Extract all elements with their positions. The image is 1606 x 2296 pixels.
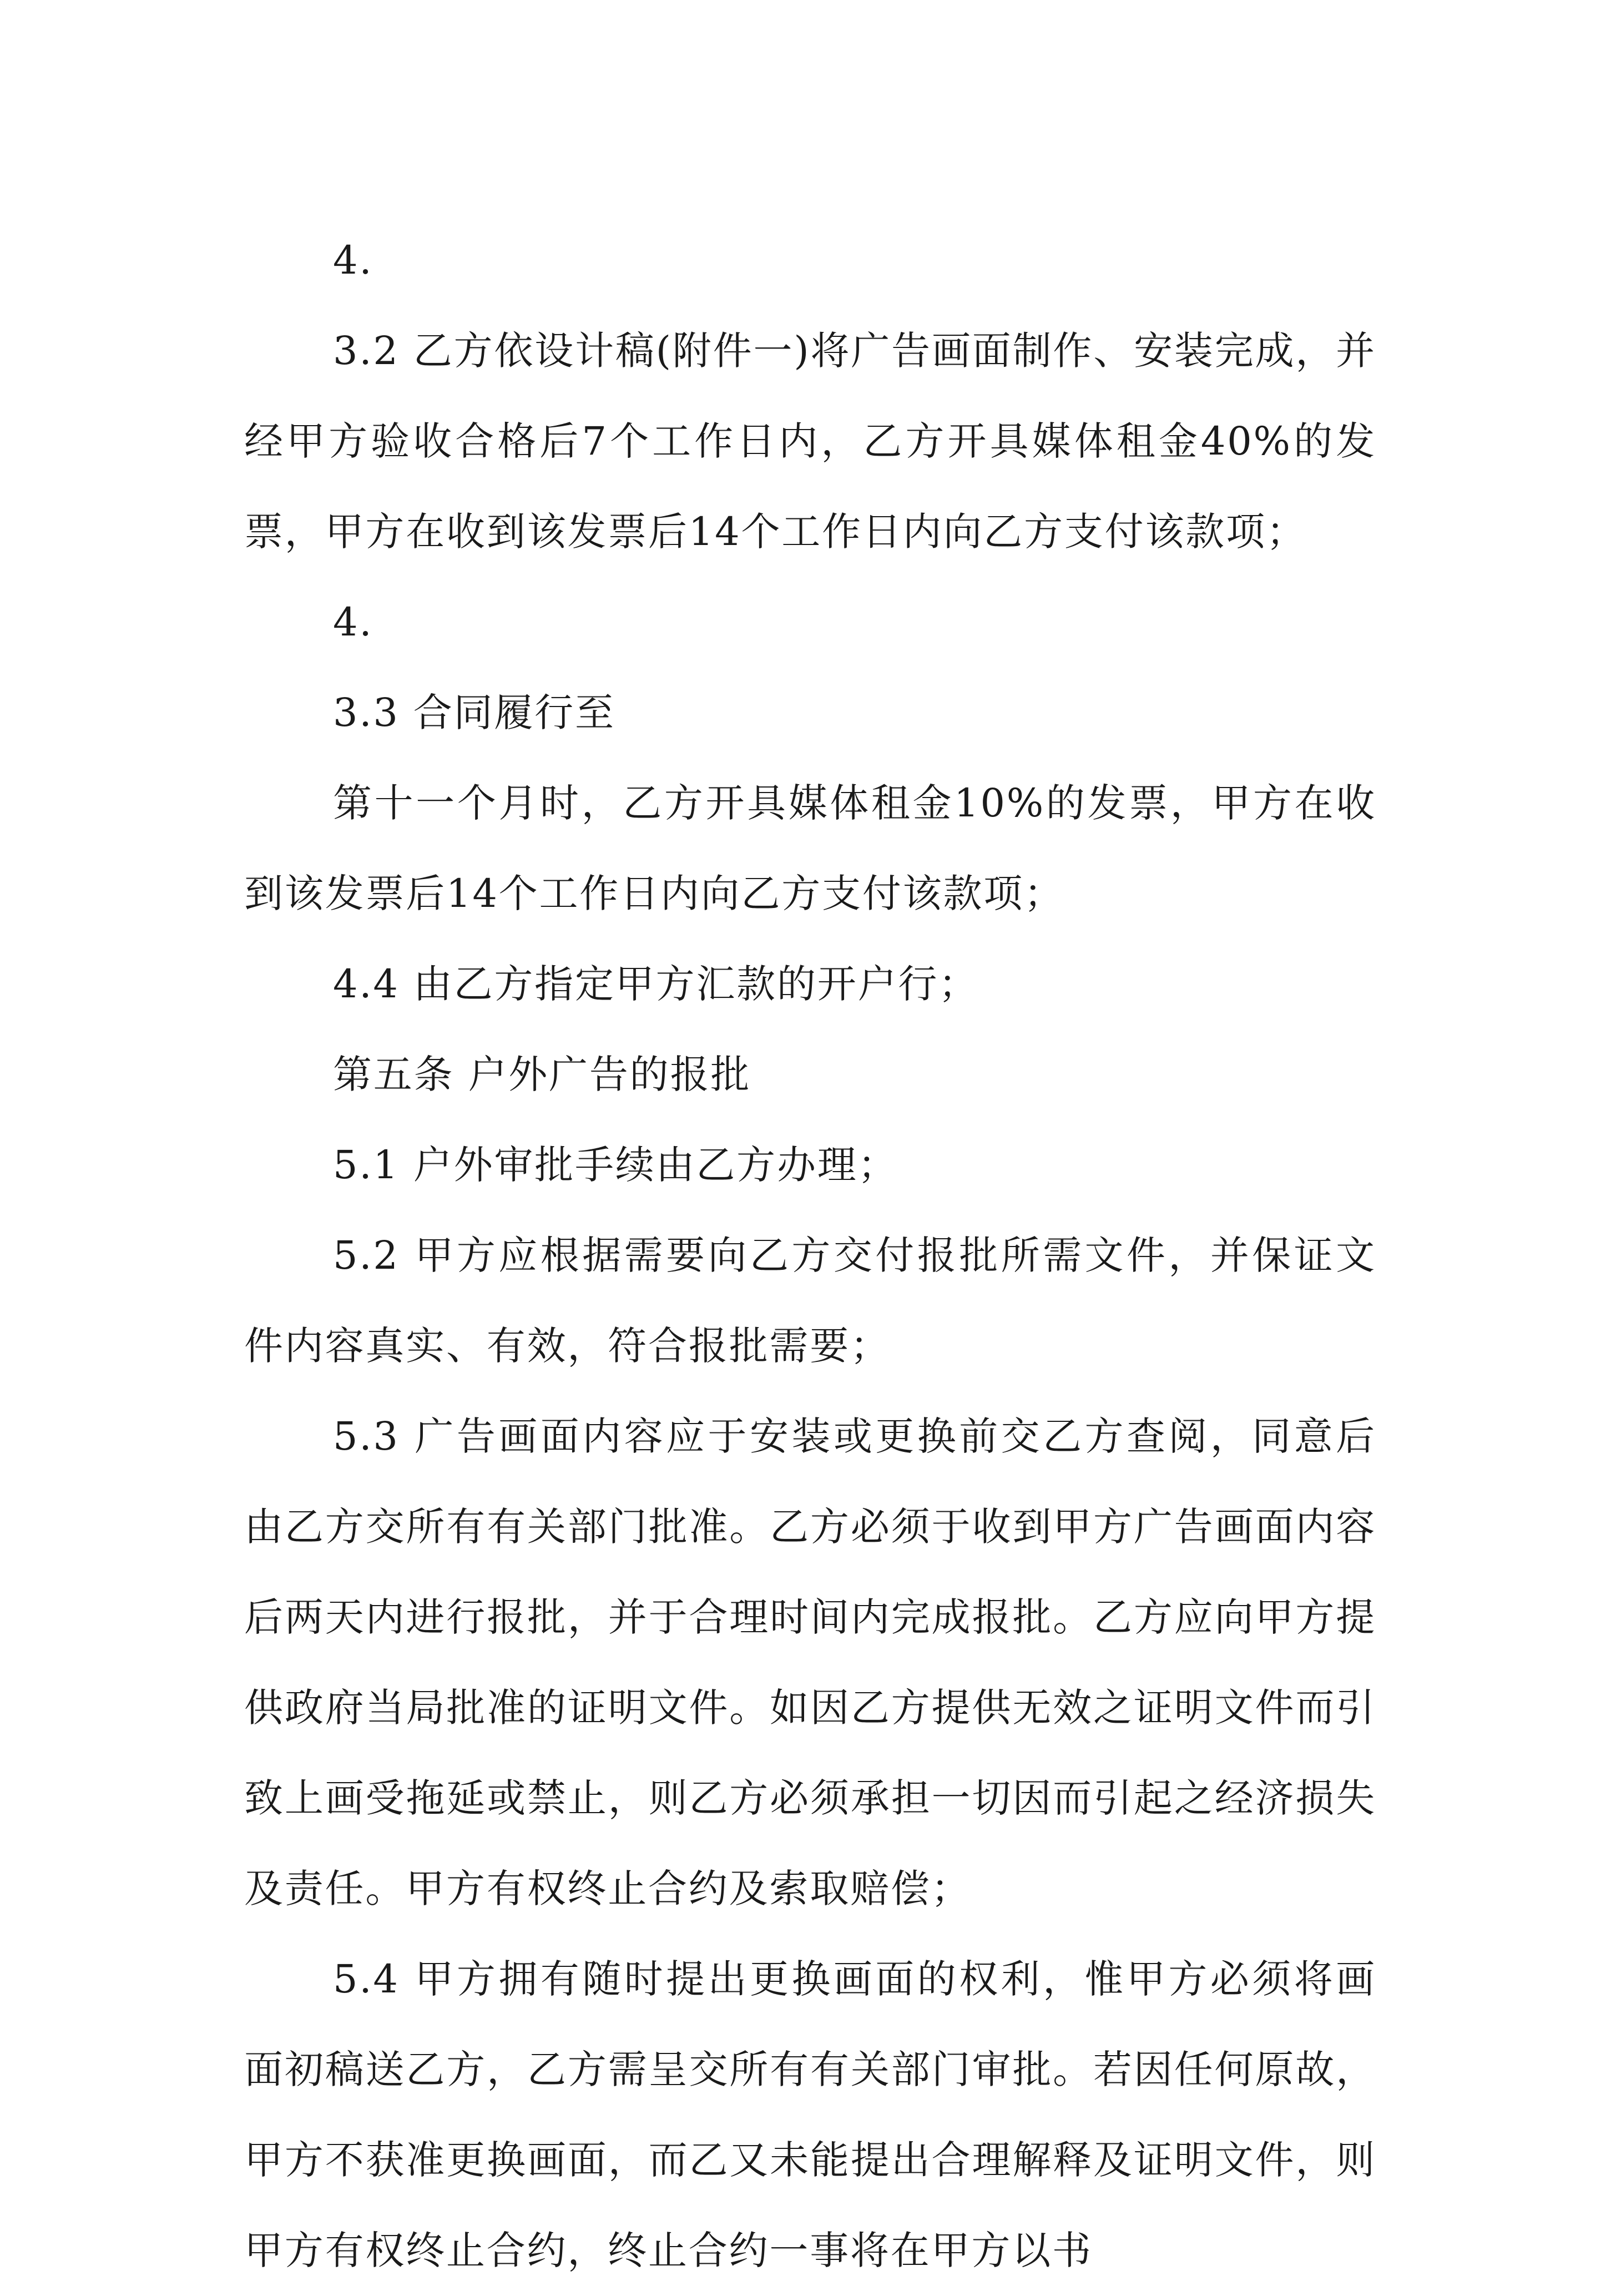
document-body — [244, 215, 1376, 2296]
paragraph-clause-5-1: 5.1 户外审批手续由乙方办理； — [333, 1142, 898, 1188]
paragraph-clause-5-3: 5.3 广告画面内容应于安装或更换前交乙方查阅，同意后由乙方交所有有关部门批准。乙方必须于收到甲方广告画面内容后两天内进行报批，并于合理时间内完成报批。乙方应向甲方提供政府当局批准的证明文件。如因乙方提供无效之证明文件而引致上画受拖延或禁止，则乙方必须承担一切因而引起之经济损失及责任。甲方有权终止合约及索取赔偿； — [244, 1414, 1376, 1911]
paragraph-clause-5-4: 5.4 甲方拥有随时提出更换画面的权利，惟甲方必须将画面初稿送乙方，乙方需呈交所有有关部门审批。若因任何原故，甲方不获准更换画面，而乙又未能提出合理解释及证明文件，则甲方有权终止合约，终止合约一事将在甲方以书 — [244, 1956, 1376, 2273]
paragraph-clause-5-2: 5.2 甲方应根据需要向乙方交付报批所需文件，并保证文件内容真实、有效，符合报批需要； — [244, 1233, 1376, 1369]
article-heading-5: 第五条 户外广告的报批 — [333, 1052, 751, 1097]
paragraph-section-number: 4. — [333, 238, 373, 283]
paragraph-clause-3-3: 3.3 合同履行至 — [333, 690, 615, 735]
paragraph-section-number: 4. — [333, 599, 373, 645]
paragraph-eleventh-month: 第十一个月时，乙方开具媒体租金10%的发票，甲方在收到该发票后14个工作日内向乙方支付该款项； — [244, 780, 1376, 916]
paragraph-clause-3-2: 3.2 乙方依设计稿(附件一)将广告画面制作、安装完成，并经甲方验收合格后7个工作日内，乙方开具媒体租金40%的发票，甲方在收到该发票后14个工作日内向乙方支付该款项； — [244, 328, 1376, 554]
paragraph-clause-4-4: 4.4 由乙方指定甲方汇款的开户行； — [333, 961, 979, 1007]
